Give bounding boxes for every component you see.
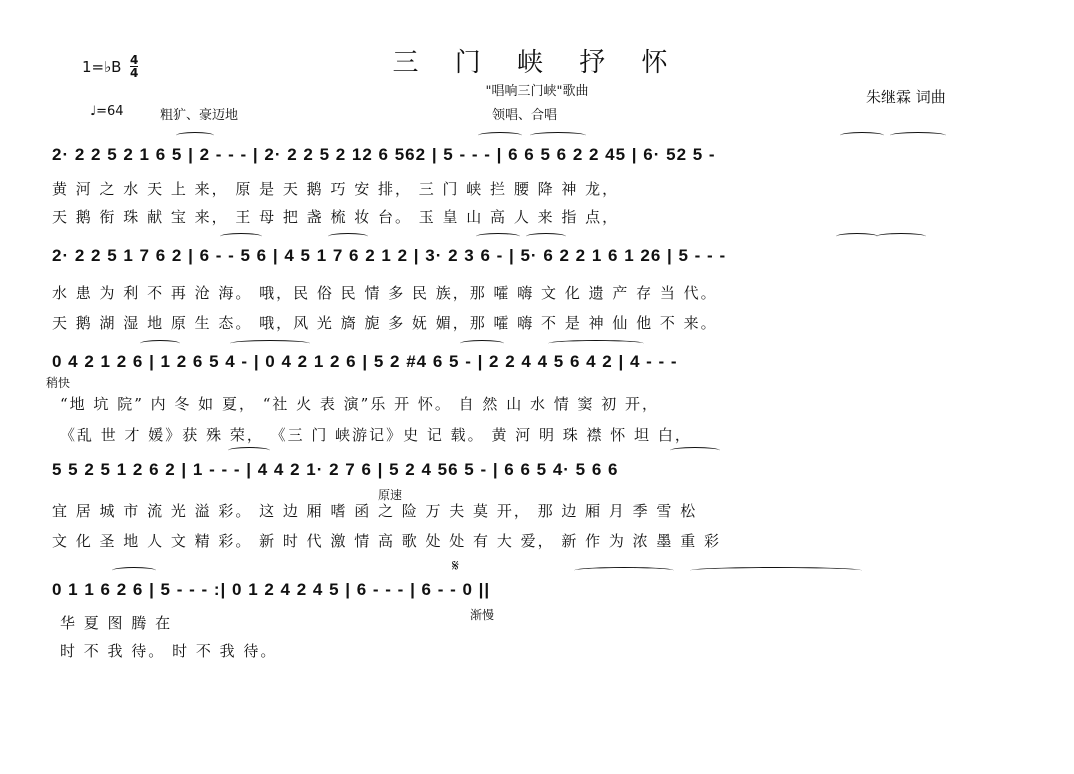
performer-marking: 领唱、合唱 [492, 108, 558, 123]
lyrics-line-4a: 宜 居 城 市 流 光 溢 彩。 这 边 厢 嗜 函 之 险 万 夫 莫 开， 那 边 厢 月 季 雪 松 [52, 502, 698, 520]
lyrics-line-3b: 《乱 世 才 媛》获 殊 荣， 《三 门 峡游记》史 记 载。 黄 河 明 珠 襟 怀 坦 白， [60, 426, 692, 444]
slur-mark [690, 567, 862, 574]
lyrics-line-5a: 华 夏 图 腾 在 [60, 614, 173, 632]
time-signature-top: 4 [130, 53, 139, 67]
slur-mark [220, 233, 262, 240]
time-signature [130, 54, 138, 79]
song-subtitle: "唱响三门峡"歌曲 [485, 84, 589, 99]
slur-mark [526, 233, 566, 240]
tempo-marking: ♩=64 [90, 104, 124, 119]
expression-marking: 粗犷、豪迈地 [160, 108, 239, 123]
slur-mark [112, 567, 156, 574]
notation-line-4: 5 5 2 5 1 2 6 2 | 1 - - - | 4 4 2 1· 2 7 6 | 5 2 4 56 5 - | 6 6 5 4· 5 6 6 [52, 460, 619, 479]
lyrics-line-3a: “地 坑 院” 内 冬 如 夏， “社 火 表 演”乐 开 怀。 自 然 山 水 情 窦 初 开， [60, 395, 660, 413]
lyrics-line-5b: 时 不 我 待。 时 不 我 待。 [60, 642, 278, 660]
composer-credit: 朱继霖 词曲 [866, 88, 946, 106]
segno-icon: 𝄋 [452, 556, 459, 575]
slur-mark [230, 340, 310, 347]
slur-mark [836, 233, 878, 240]
slur-mark [574, 567, 674, 574]
notation-line-5: 0 1 1 6 2 6 | 5 - - - :| 0 1 2 4 2 4 5 | 6 - - - | 6 - - 0 || [52, 580, 491, 599]
lyrics-line-2a: 水 患 为 利 不 再 沧 海。 哦，民 俗 民 情 多 民 族，那 嚯 嗨 文 化 遗 产 存 当 代。 [52, 284, 718, 302]
slur-mark [228, 447, 270, 454]
slur-mark [140, 340, 180, 347]
time-signature-bottom: 4 [130, 66, 139, 80]
notation-line-1: 2· 2 2 5 2 1 6 5 | 2 - - - | 2· 2 2 5 2 12 6 562 | 5 - - - | 6 6 5 6 2 2 45 | 6· 52 5 - [52, 145, 716, 164]
slur-mark [670, 447, 720, 454]
notation-line-2: 2· 2 2 5 1 7 6 2 | 6 - - 5 6 | 4 5 1 7 6 2 1 2 | 3· 2 3 6 - | 5· 6 2 2 1 6 1 26 | 5 - - - [52, 246, 727, 265]
slur-mark [460, 340, 504, 347]
notation-line-3: 0 4 2 1 2 6 | 1 2 6 5 4 - | 0 4 2 1 2 6 | 5 2 #4 6 5 - | 2 2 4 4 5 6 4 2 | 4 - - - [52, 352, 678, 371]
key-signature: 1=♭B [82, 58, 122, 76]
tempo-change-mark: 原速 [378, 488, 403, 502]
slur-mark [530, 132, 586, 139]
slur-mark [840, 132, 884, 139]
slur-mark [876, 233, 926, 240]
slur-mark [476, 233, 520, 240]
lyrics-line-4b: 文 化 圣 地 人 文 精 彩。 新 时 代 激 情 高 歌 处 处 有 大 爱， 新 作 为 浓 墨 重 彩 [52, 532, 721, 550]
lyrics-line-2b: 天 鹅 湖 湿 地 原 生 态。 哦，风 光 旖 旎 多 妩 媚，那 嚯 嗨 不 是 神 仙 他 不 来。 [52, 314, 718, 332]
lyrics-line-1b: 天 鹅 衔 珠 献 宝 来， 王 母 把 盏 梳 妆 台。 玉 皇 山 高 人 来 指 点， [52, 208, 620, 226]
song-title: 三 门 峡 抒 怀 [392, 48, 682, 78]
slur-mark [328, 233, 368, 240]
slur-mark [548, 340, 644, 347]
tempo-change-mark: 稍快 [46, 376, 71, 390]
slur-mark [176, 132, 214, 139]
slur-mark [890, 132, 946, 139]
tempo-change-mark: 渐慢 [470, 608, 495, 622]
slur-mark [478, 132, 522, 139]
lyrics-line-1a: 黄 河 之 水 天 上 来， 原 是 天 鹅 巧 安 排， 三 门 峡 拦 腰 降 神 龙， [52, 180, 620, 198]
